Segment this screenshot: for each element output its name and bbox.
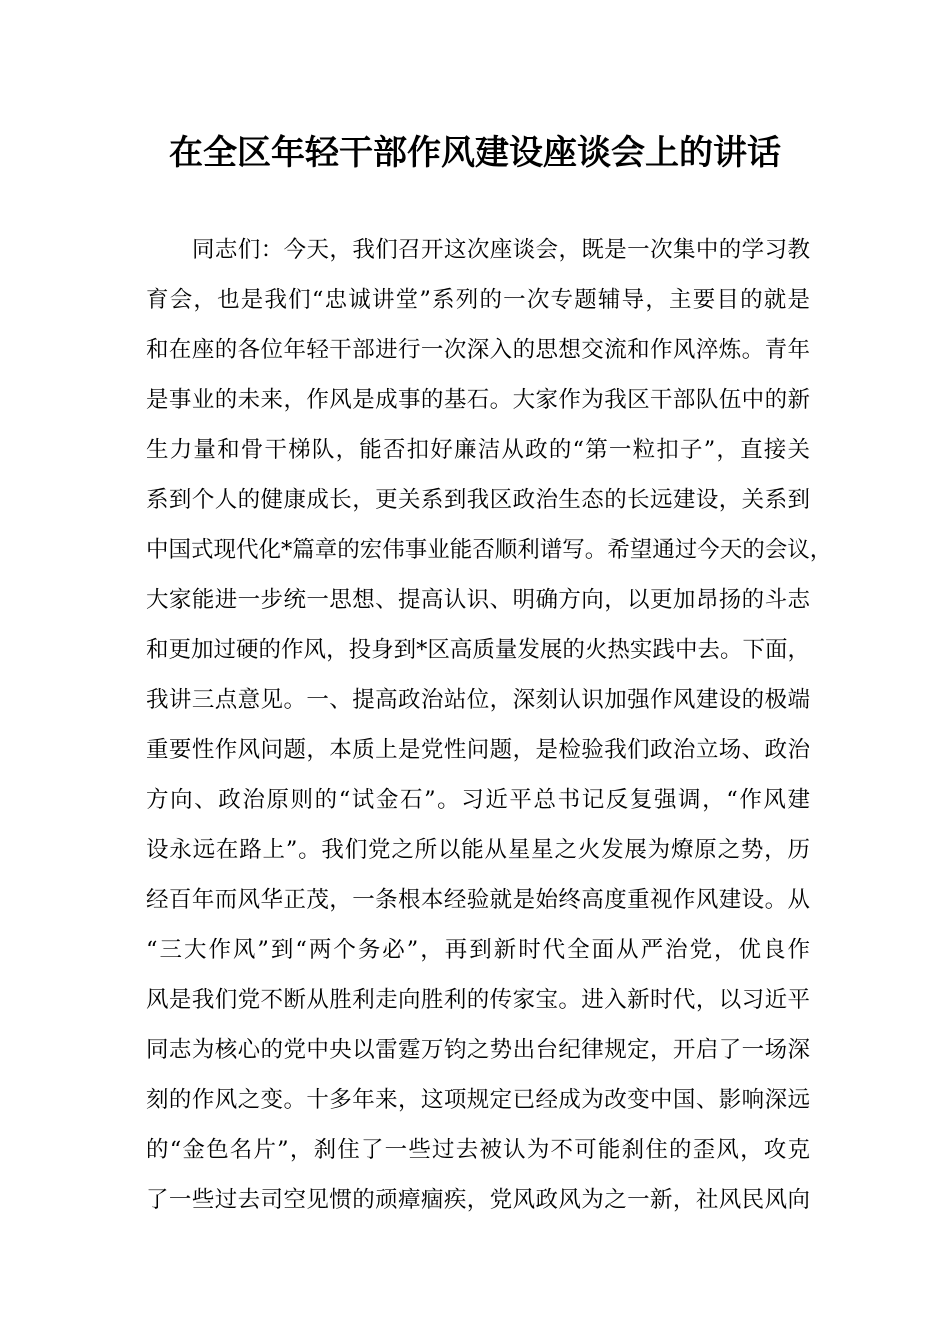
body-line: 风是我们党不断从胜利走向胜利的传家宝。进入新时代，以习近平: [146, 987, 810, 1013]
body-line: 系到个人的健康成长，更关系到我区政治生态的长远建设，关系到: [146, 487, 810, 513]
body-line: 了一些过去司空见惯的顽瘴痼疾，党风政风为之一新，社风民风向: [146, 1187, 810, 1213]
body-line: 和在座的各位年轻干部进行一次深入的思想交流和作风淬炼。青年: [146, 337, 810, 363]
body-line: 设永远在路上”。我们党之所以能从星星之火发展为燎原之势，历: [146, 837, 810, 863]
body-line: 和更加过硬的作风，投身到*区高质量发展的火热实践中去。下面，: [146, 637, 810, 663]
body-line: 生力量和骨干梯队，能否扣好廉洁从政的“第一粒扣子”，直接关: [146, 437, 810, 463]
body-line: 同志们：今天，我们召开这次座谈会，既是一次集中的学习教: [192, 237, 810, 263]
body-line: 的“金色名片”，刹住了一些过去被认为不可能刹住的歪风，攻克: [146, 1137, 810, 1163]
body-line: 方向、政治原则的“试金石”。习近平总书记反复强调，“作风建: [146, 787, 810, 813]
body-line: 是事业的未来，作风是成事的基石。大家作为我区干部队伍中的新: [146, 387, 810, 413]
body-line: 我讲三点意见。一、提高政治站位，深刻认识加强作风建设的极端: [146, 687, 810, 713]
body-line: 中国式现代化*篇章的宏伟事业能否顺利谱写。希望通过今天的会议，: [146, 537, 833, 563]
body-line: “三大作风”到“两个务必”，再到新时代全面从严治党，优良作: [146, 937, 810, 963]
body-line: 同志为核心的党中央以雷霆万钧之势出台纪律规定，开启了一场深: [146, 1037, 810, 1063]
body-line: 重要性作风问题，本质上是党性问题，是检验我们政治立场、政治: [146, 737, 810, 763]
document-title: 在全区年轻干部作风建设座谈会上的讲话: [169, 133, 781, 173]
body-line: 刻的作风之变。十多年来，这项规定已经成为改变中国、影响深远: [146, 1087, 810, 1113]
body-line: 育会，也是我们“忠诚讲堂”系列的一次专题辅导，主要目的就是: [146, 287, 810, 313]
body-line: 经百年而风华正茂，一条根本经验就是始终高度重视作风建设。从: [146, 887, 810, 913]
body-line: 大家能进一步统一思想、提高认识、明确方向，以更加昂扬的斗志: [146, 587, 810, 613]
document-body: [146, 225, 833, 1225]
